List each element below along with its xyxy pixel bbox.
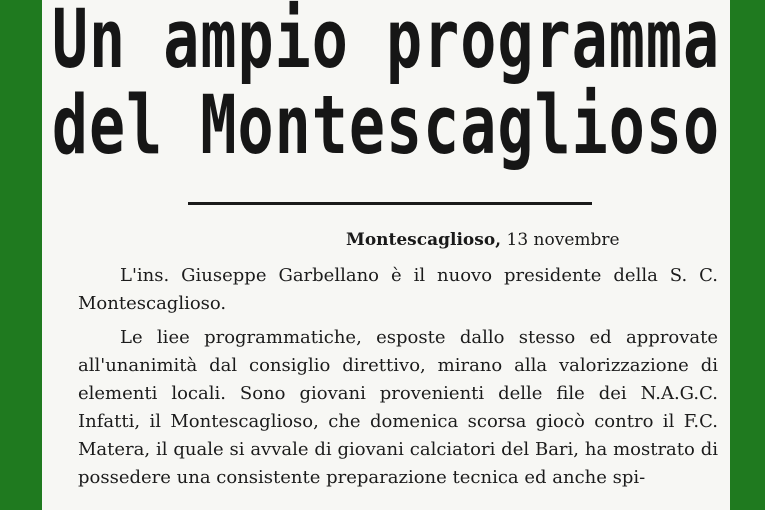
article-body — [78, 262, 718, 496]
dateline — [346, 230, 620, 250]
headline-line-1: Un ampio programma — [51, 0, 721, 88]
headline-line-2: del Montescaglioso — [51, 78, 721, 174]
article-paragraph-1: L'ins. Giuseppe Garbellano è il nuovo presidente della S. C. Montescaglioso. — [78, 265, 718, 314]
article-paragraph-2: Le liee programmatiche, esposte dallo stesso ed approvate all'unanimità dal consiglio direttivo, mirano alla valorizzazione di elementi locali. Sono giovani provenienti delle file dei N.A.G.C. Infatti, il Montescaglioso, che domenica scorsa giocò contro il F.C. Matera, il quale si avvale di giovani calciatori del Bari, ha mostrato di possedere una consistente preparazione tecnica ed anche spi- — [78, 327, 718, 488]
headline-divider — [188, 202, 592, 205]
newspaper-clipping — [42, 0, 730, 510]
dateline-date: 13 novembre — [506, 230, 620, 250]
dateline-place: Montescaglioso, — [346, 230, 502, 250]
